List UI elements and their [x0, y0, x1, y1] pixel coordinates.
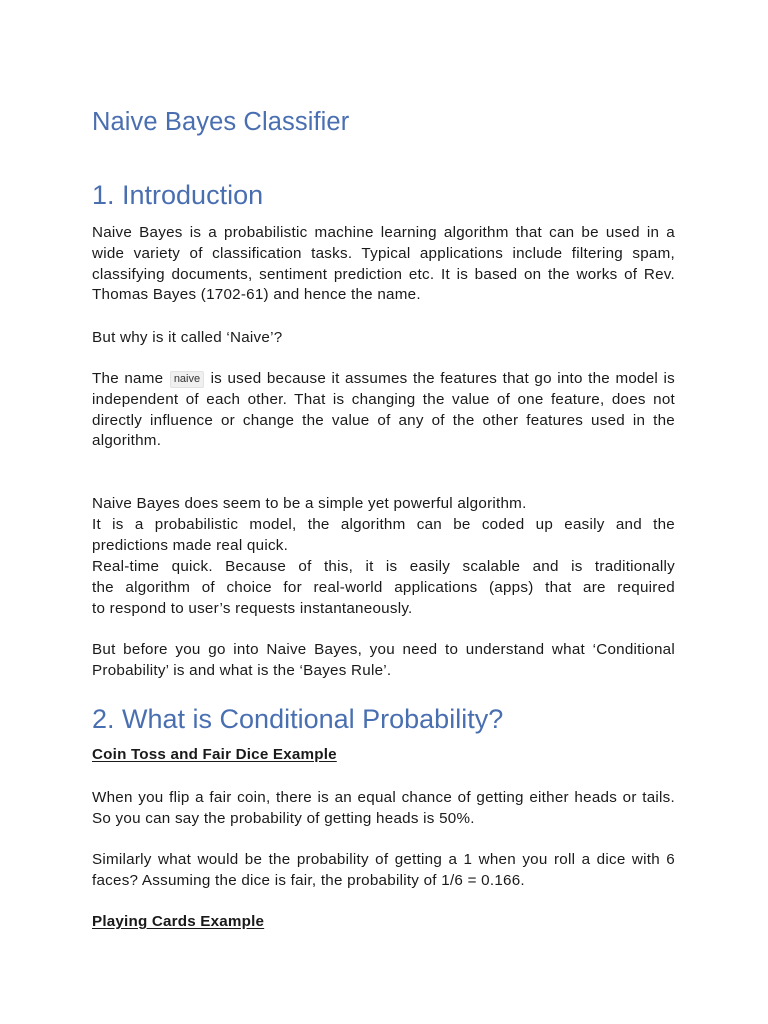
- section-heading-introduction: 1. Introduction: [92, 180, 264, 210]
- coin-flip-paragraph: When you flip a fair coin, there is an equal chance of getting either heads or tails. So you can say the probability of getting heads is 50%.: [92, 789, 675, 827]
- why-naive-question: But why is it called ‘Naive’?: [92, 329, 283, 346]
- before-you-go-paragraph: But before you go into Naive Bayes, you need to understand what ‘Conditional Probability’ is and what is the ‘Bayes Rule’.: [92, 641, 675, 679]
- naive-explanation-lead: The name: [92, 370, 164, 387]
- inline-code-naive: naive: [170, 371, 204, 388]
- algorithm-summary-line-1: Naive Bayes does seem to be a simple yet powerful algorithm.: [92, 495, 527, 512]
- document-title: Naive Bayes Classifier: [92, 108, 350, 136]
- intro-paragraph: Naive Bayes is a probabilistic machine learning algorithm that can be used in a wide variety of classification tasks. Typical applications include filtering spam, classifying documents, sentiment prediction etc. It is based on the works of Rev. Thomas Bayes (1702-61) and hence the name.: [92, 224, 675, 304]
- algorithm-summary-line-5: the algorithm of choice for real-world applications (apps) that are required: [92, 579, 675, 596]
- algorithm-summary-line-3: predictions made real quick.: [92, 537, 289, 554]
- section-heading-conditional-probability: 2. What is Conditional Probability?: [92, 704, 504, 734]
- subheading-coin-toss: Coin Toss and Fair Dice Example: [92, 746, 337, 763]
- algorithm-summary-line-6: to respond to user’s requests instantaneously.: [92, 600, 413, 617]
- subheading-playing-cards: Playing Cards Example: [92, 913, 265, 930]
- naive-explanation-paragraph: [92, 369, 675, 452]
- dice-paragraph: Similarly what would be the probability of getting a 1 when you roll a dice with 6 faces? Assuming the dice is fair, the probability of 1/6 = 0.166.: [92, 851, 675, 889]
- naive-explanation-rest: is used because it assumes the features that go into the model is independent of each other. That is changing the value of one feature, does not directly influence or change the value of any of the other features used in the algorithm.: [92, 370, 675, 450]
- algorithm-summary-line-2: It is a probabilistic model, the algorithm can be coded up easily and the: [92, 516, 675, 533]
- algorithm-summary-line-4: Real-time quick. Because of this, it is easily scalable and is traditionally: [92, 558, 675, 575]
